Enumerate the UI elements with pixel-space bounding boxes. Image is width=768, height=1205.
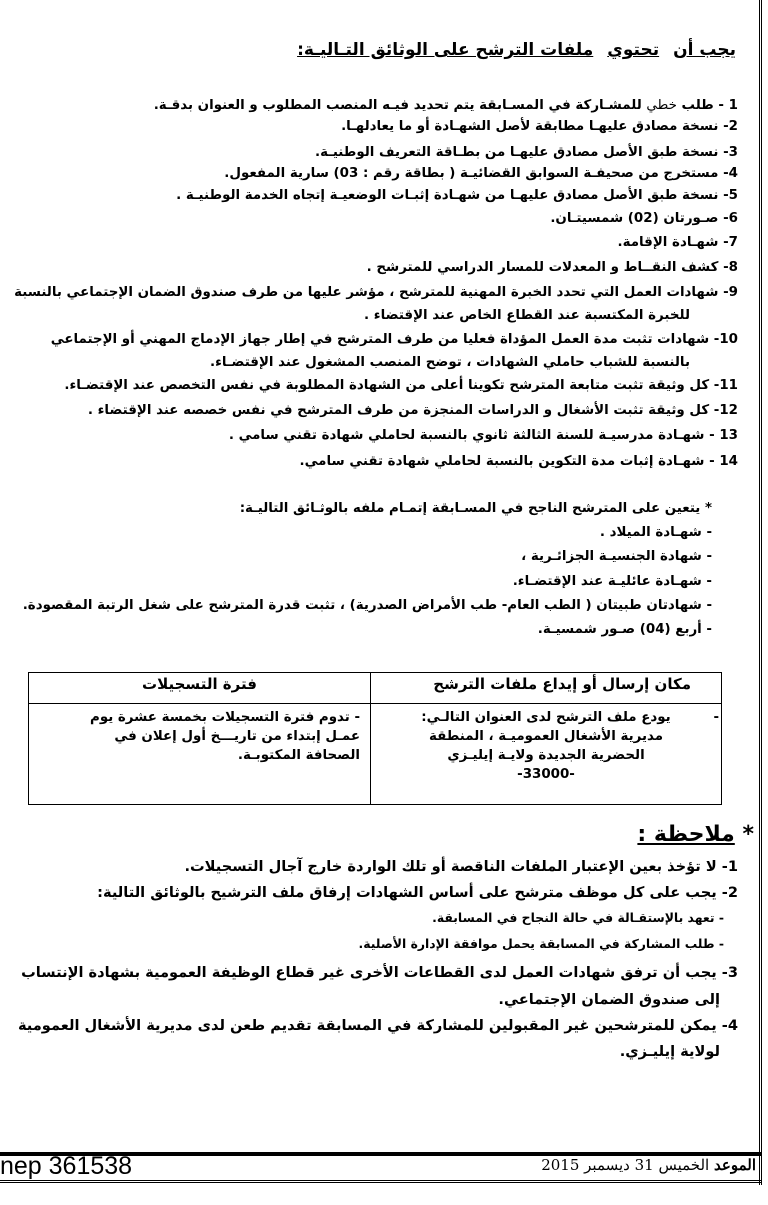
required-doc-6: 6- صـورتان (02) شمسيتـان. — [550, 211, 738, 226]
required-doc-7: 7- شهـادة الإقامة. — [617, 235, 738, 250]
required-doc-13: 13 - شهـادة مدرسيـة للسنة الثالثة ثانوي بالنسبة لحاملي شهادة تقني سامي . — [228, 428, 738, 443]
page-right-border — [759, 0, 762, 1185]
cell-submission-place — [371, 704, 722, 805]
period-line-3: الصحافة المكتوبـة. — [237, 748, 360, 763]
footer-date — [541, 1156, 756, 1174]
note-3-cont: إلى صندوق الضمان الإجتماعي. — [498, 991, 720, 1008]
required-doc-3: 3- نسخة طبق الأصل مصادق عليهـا من بطـاقة التعريف الوطنيـة. — [315, 145, 738, 160]
required-doc-11: 11- كل وثيقة تثبت متابعة المترشح تكوينا أعلى من الشهادة المطلوبة في نفس التخصص عند الإقتضـاء. — [64, 378, 738, 393]
place-line-2: مديرية الأشغال العموميـة ، المنطقة — [428, 729, 664, 744]
required-doc-1 — [154, 96, 738, 116]
required-doc-10: 10- شهادات تثبت مدة العمل المؤداة فعليا من طرف المترشح في إطار جهاز الإدماج المهني أو الإجتماعي — [50, 332, 738, 347]
doc-handwritten-word: خطي — [646, 98, 677, 113]
note-2-sub-1: - تعهد بالإستقـالة في حالة النجاح في المسابقة. — [432, 910, 724, 925]
period-line-2: عمـل إبتداء من تاريـــخ أول إعلان في — [114, 729, 360, 744]
successful-doc-1: - شهـادة الميلاد . — [599, 525, 712, 540]
title-part-2: تحتوي — [607, 40, 660, 60]
required-doc-9: 9- شهادات العمل التي تحدد الخبرة المهنية للمترشح ، مؤشر عليها من طرف صندوق الضمان الإجتماعي بالنسبة — [14, 285, 738, 300]
successful-doc-2: - شهادة الجنسيـة الجزائـرية ، — [521, 549, 712, 564]
cell-registration-period — [29, 704, 371, 805]
page-title — [297, 40, 736, 60]
notes-title: ملاحظة : — [637, 822, 735, 847]
period-line-1: - تدوم فترة التسجيلات بخمسة عشرة يوم — [90, 710, 360, 725]
title-part-1: يجب أن — [673, 40, 736, 60]
required-doc-8: 8- كشف النقــاط و المعدلات للمسار الدراسي للمترشح . — [366, 260, 738, 275]
title-part-3: ملفات الترشح على الوثائق التـاليـة: — [297, 40, 594, 60]
notes-heading — [637, 822, 754, 847]
note-3: 3- يجب أن ترفق شهادات العمل لدى القطاعات الأخرى غير قطاع الوظيفة العمومية بشهادة الإنتساب — [21, 964, 738, 981]
successful-doc-5: - أربع (04) صـور شمسيـة. — [537, 622, 712, 637]
note-2-sub-2: - طلب المشاركة في المسابقة يحمل موافقة الإدارة الأصلية. — [358, 936, 724, 951]
successful-candidate-intro: * يتعين على المترشح الناجح في المسـابقة إتمـام ملفه بالوثـائق التاليـة: — [239, 501, 712, 516]
footer-date-value: الخميس 31 ديسمبر 2015 — [541, 1156, 710, 1174]
required-doc-4: 4- مستخرج من صحيفـة السوابق القضائيـة ( بطاقة رقم : 03) سارية المفعول. — [224, 166, 738, 181]
footer-date-label: الموعد — [714, 1156, 756, 1174]
place-dash: - — [713, 710, 719, 725]
footer-publication-code: nep 361538 — [0, 1152, 133, 1180]
doc-text: للمشـاركة في المسـابقة يتم تحديد فيـه المنصب المطلوب و العنوان بدقـة. — [153, 98, 647, 113]
footer-bottom-rule — [0, 1180, 761, 1183]
required-doc-10-cont: بالنسبة للشباب حاملي الشهادات ، توضح المنصب المشغول عند الإقتضـاء. — [209, 355, 690, 370]
place-postal-code: -33000- — [517, 767, 575, 782]
note-2: 2- يجب على كل موظف مترشح على أساس الشهادات إرفاق ملف الترشيح بالوثائق التالية: — [97, 884, 738, 901]
note-4: 4- يمكن للمترشحين غير المقبولين للمشاركة في المسابقة تقديم طعن لدى مديرية الأشغال العمومية — [17, 1017, 738, 1034]
registration-table — [28, 672, 722, 805]
table-row — [29, 704, 722, 805]
successful-doc-4: - شهادتان طبيتان ( الطب العام- طب الأمراض الصدرية) ، تثبت قدرة المترشح على شغل الرتبة المقصودة. — [22, 598, 712, 613]
header-submission-place: مكان إرسال أو إيداع ملفات الترشح — [371, 673, 722, 704]
note-1: 1- لا تؤخذ بعين الإعتبار الملفات الناقصة أو تلك الواردة خارج آجال التسجيلات. — [184, 858, 738, 875]
place-line-3: الحضرية الجديدة ولايـة إيليـزي — [447, 748, 645, 763]
header-registration-period: فترة التسجيلات — [29, 673, 371, 704]
required-doc-5: 5- نسخة طبق الأصل مصادق عليهـا من شهـادة إثبـات الوضعيـة إتجاه الخدمة الوطنيـة . — [176, 188, 738, 203]
note-4-cont: لولاية إيليـزي. — [619, 1043, 720, 1060]
place-line-1: يودع ملف الترشح لدى العنوان التالـي: — [421, 710, 671, 725]
required-doc-9-cont: للخبرة المكتسبة عند القطاع الخاص عند الإقتضاء . — [364, 308, 690, 323]
table-header-row — [29, 673, 722, 704]
successful-doc-3: - شهـادة عائليـة عند الإقتضـاء. — [512, 574, 712, 589]
required-doc-12: 12- كل وثيقة تثبت الأشغال و الدراسات المنجزة من طرف المترشح في نفس خصصه عند الإقتضاء . — [87, 403, 738, 418]
required-doc-2: 2- نسخة مصادق عليهـا مطابقة لأصل الشهـادة أو ما يعادلهـا. — [341, 119, 738, 134]
doc-prefix: 1 - طلب — [676, 98, 738, 113]
required-doc-14: 14 - شهـادة إثبات مدة التكوين بالنسبة لحاملي شهادة تقني سامي. — [299, 454, 738, 469]
asterisk: * — [742, 822, 754, 847]
